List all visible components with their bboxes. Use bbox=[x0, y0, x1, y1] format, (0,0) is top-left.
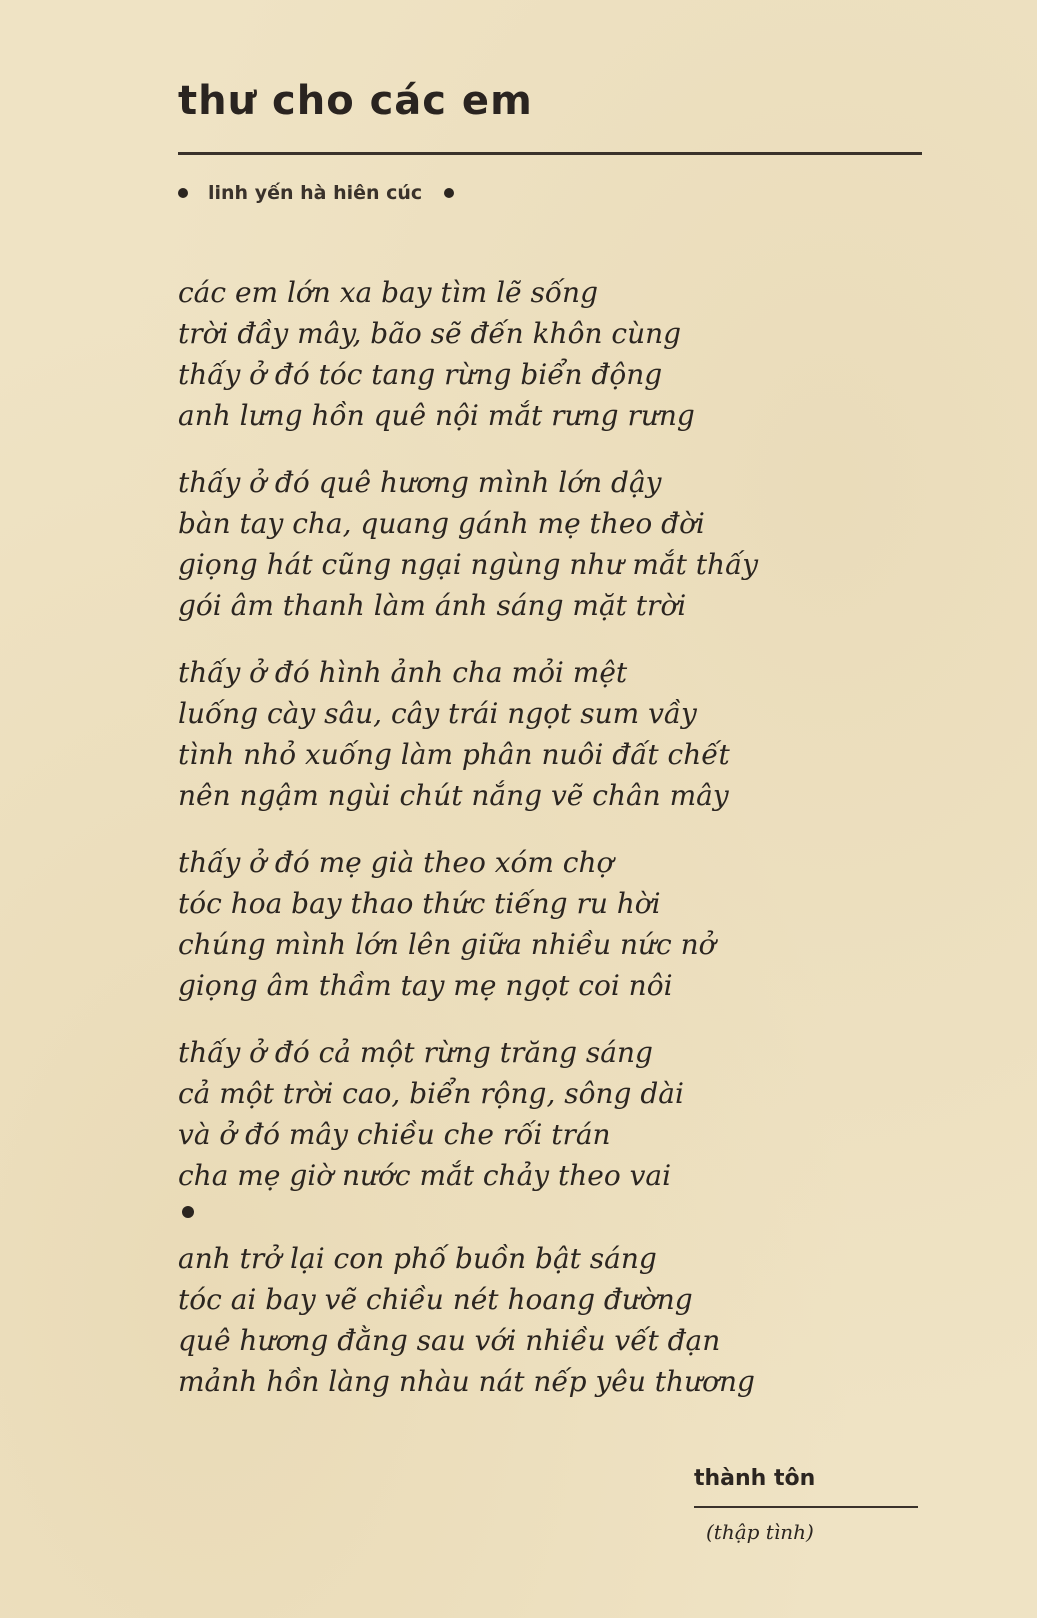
poem-line: bàn tay cha, quang gánh mẹ theo đời bbox=[178, 507, 705, 540]
poem-line: tình nhỏ xuống làm phân nuôi đất chết bbox=[178, 738, 730, 771]
poem-line: nên ngậm ngùi chút nắng vẽ chân mây bbox=[178, 779, 729, 812]
stanza-5 bbox=[178, 1032, 938, 1196]
author-rule bbox=[694, 1506, 918, 1508]
stanza-gap bbox=[178, 626, 938, 652]
poem-line: chúng mình lớn lên giữa nhiều nức nở bbox=[178, 928, 716, 961]
poem-line: gói âm thanh làm ánh sáng mặt trời bbox=[178, 589, 687, 622]
bullet-icon bbox=[182, 1206, 194, 1218]
stanza-3 bbox=[178, 652, 938, 816]
title-rule bbox=[178, 152, 922, 155]
bullet-icon bbox=[178, 188, 188, 198]
poem-line: thấy ở đó tóc tang rừng biển động bbox=[178, 358, 663, 391]
poem-line: các em lớn xa bay tìm lẽ sống bbox=[178, 276, 598, 309]
poem-line: mảnh hồn làng nhàu nát nếp yêu thương bbox=[178, 1365, 755, 1398]
poem-line: giọng hát cũng ngại ngùng như mắt thấy bbox=[178, 548, 759, 581]
poem-line: tóc hoa bay thao thức tiếng ru hời bbox=[178, 887, 661, 920]
poem-line: tóc ai bay vẽ chiều nét hoang đường bbox=[178, 1283, 693, 1316]
dedication-text: linh yến hà hiên cúc bbox=[208, 182, 423, 204]
poem-line: thấy ở đó cả một rừng trăng sáng bbox=[178, 1036, 653, 1069]
poem-body bbox=[178, 272, 938, 1402]
stanza-6 bbox=[178, 1238, 938, 1402]
stanza-gap bbox=[178, 436, 938, 462]
stanza-gap bbox=[178, 816, 938, 842]
stanza-gap bbox=[178, 1006, 938, 1032]
poem-title: thư cho các em bbox=[178, 78, 533, 124]
stanza-1 bbox=[178, 272, 938, 436]
poem-line: thấy ở đó quê hương mình lớn dậy bbox=[178, 466, 662, 499]
poem-line: cha mẹ giờ nước mắt chảy theo vai bbox=[178, 1159, 672, 1192]
poem-line: cả một trời cao, biển rộng, sông dài bbox=[178, 1077, 684, 1110]
dedication-line bbox=[178, 182, 454, 204]
poem-line: giọng âm thầm tay mẹ ngọt coi nôi bbox=[178, 969, 673, 1002]
stanza-2 bbox=[178, 462, 938, 626]
poem-line: quê hương đằng sau với nhiều vết đạn bbox=[178, 1324, 721, 1357]
poem-line: thấy ở đó mẹ già theo xóm chợ bbox=[178, 846, 614, 879]
poem-line: luống cày sâu, cây trái ngọt sum vầy bbox=[178, 697, 697, 730]
stanza-4 bbox=[178, 842, 938, 1006]
source-note: (thập tình) bbox=[706, 1520, 814, 1544]
bullet-icon bbox=[444, 188, 454, 198]
poem-line: anh trở lại con phố buồn bật sáng bbox=[178, 1242, 657, 1275]
poem-line: và ở đó mây chiều che rối trán bbox=[178, 1118, 611, 1151]
poem-line: trời đầy mây, bão sẽ đến khôn cùng bbox=[178, 317, 682, 350]
section-divider bbox=[178, 1196, 938, 1238]
author-name: thành tôn bbox=[694, 1466, 816, 1491]
poem-line: thấy ở đó hình ảnh cha mỏi mệt bbox=[178, 656, 628, 689]
poem-line: anh lưng hồn quê nội mắt rưng rưng bbox=[178, 399, 695, 432]
